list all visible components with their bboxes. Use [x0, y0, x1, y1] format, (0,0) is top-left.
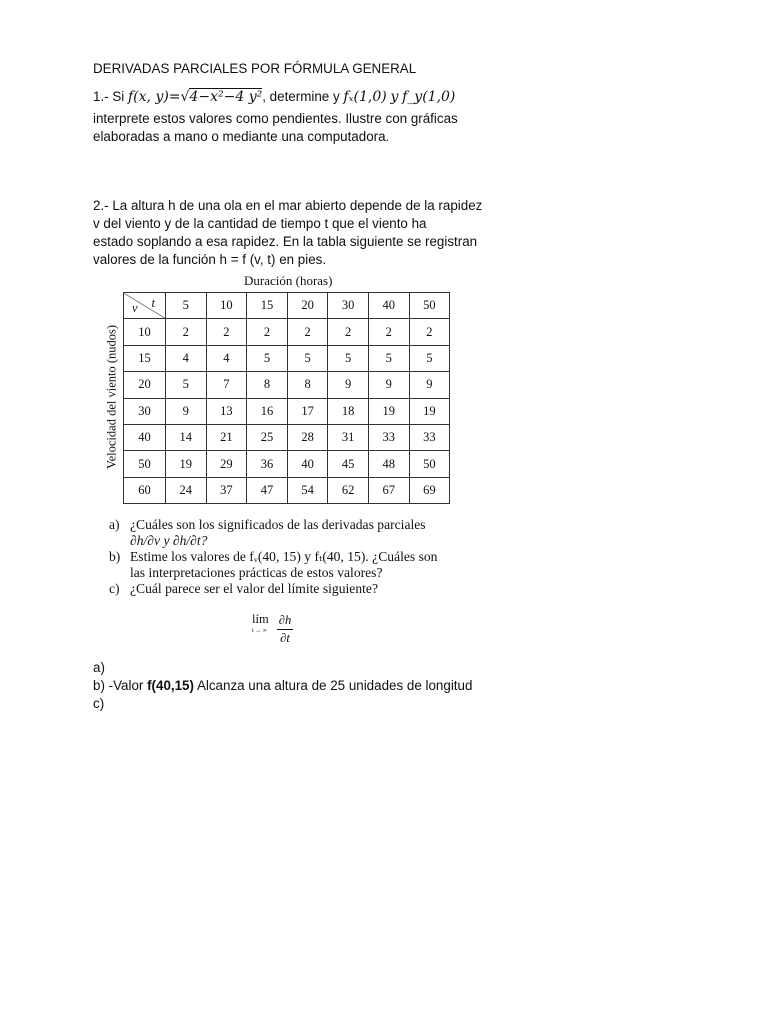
fraction-bar — [277, 629, 293, 630]
table-cell: 16 — [247, 398, 288, 424]
table-row — [124, 372, 450, 398]
table-cell: 29 — [206, 451, 247, 477]
table-cell: 5 — [166, 372, 207, 398]
table-cell: 62 — [328, 477, 369, 503]
question-b-line-2 — [109, 565, 383, 581]
table-cell: 5 — [368, 345, 409, 371]
table-cell: 54 — [287, 477, 328, 503]
figure-title: Duración (horas) — [244, 273, 333, 288]
sqrt-symbol: √ — [180, 89, 190, 105]
row-header: 10 — [124, 319, 166, 345]
partial-fraction — [277, 613, 293, 646]
table-cell: 9 — [328, 372, 369, 398]
row-header: 30 — [124, 398, 166, 424]
question-b-line-1 — [109, 549, 437, 565]
table-cell: 9 — [368, 372, 409, 398]
table-cell: 5 — [247, 345, 288, 371]
question-b-text-2: las interpretaciones prácticas de estos valores? — [130, 565, 383, 580]
column-header: 20 — [287, 293, 328, 319]
table-cell: 50 — [409, 451, 450, 477]
problem-2-line-2: v del viento y de la cantidad de tiempo t que el viento ha — [93, 216, 427, 231]
column-header: 5 — [166, 293, 207, 319]
question-c-tag: c) — [109, 581, 120, 596]
limit-expression — [252, 612, 269, 634]
table-cell: 2 — [328, 319, 369, 345]
function-definition: f(x, y)= — [128, 89, 181, 105]
table-cell: 45 — [328, 451, 369, 477]
conjunction-y: y — [390, 89, 399, 105]
question-b-text: Estime los valores de fᵥ(40, 15) y fₜ(40, 15). ¿Cuáles son — [130, 549, 438, 564]
table-row — [124, 345, 450, 371]
table-cell: 36 — [247, 451, 288, 477]
row-header: 20 — [124, 372, 166, 398]
question-c-text: ¿Cuál parece ser el valor del límite siguiente? — [130, 581, 378, 596]
table-cell: 8 — [287, 372, 328, 398]
question-a-text: ¿Cuáles son los significados de las derivadas parciales — [130, 517, 426, 532]
table-row — [124, 319, 450, 345]
question-a-line-2 — [109, 533, 207, 549]
table-row — [124, 477, 450, 503]
column-header: 15 — [247, 293, 288, 319]
table-cell: 9 — [409, 372, 450, 398]
answer-b-prefix: b) -Valor — [93, 678, 148, 693]
table-cell: 19 — [368, 398, 409, 424]
problem-2-line-1: 2.- La altura h de una ola en el mar abierto depende de la rapidez — [93, 198, 483, 213]
row-header: 50 — [124, 451, 166, 477]
table-cell: 48 — [368, 451, 409, 477]
corner-v-label: v — [132, 301, 138, 316]
question-a-line-1 — [109, 517, 426, 533]
answer-a: a) — [93, 660, 105, 675]
question-a-tag: a) — [109, 517, 120, 532]
problem-1-line-2: interprete estos valores como pendientes. Ilustre con gráficas — [93, 111, 458, 126]
table-cell: 24 — [166, 477, 207, 503]
row-header: 60 — [124, 477, 166, 503]
answer-b-rest: Alcanza una altura de 25 unidades de longitud — [193, 678, 473, 693]
table-cell: 8 — [247, 372, 288, 398]
table-header-row — [124, 293, 450, 319]
column-header: 10 — [206, 293, 247, 319]
limit-subscript: t → ∞ — [252, 628, 267, 634]
table-cell: 5 — [287, 345, 328, 371]
table-cell: 14 — [166, 424, 207, 450]
table-cell: 33 — [368, 424, 409, 450]
partial-fx: fₓ(1,0) — [343, 89, 387, 105]
partial-fy: f_y(1,0) — [402, 89, 456, 105]
table-cell: 19 — [409, 398, 450, 424]
limit-word: lím — [252, 612, 269, 626]
problem-1-line-1 — [93, 88, 455, 106]
fraction-numerator: ∂h — [278, 613, 292, 627]
table-cell: 4 — [166, 345, 207, 371]
column-header: 40 — [368, 293, 409, 319]
table-cell: 25 — [247, 424, 288, 450]
y-axis-label-box — [103, 292, 121, 502]
answer-c: c) — [93, 696, 105, 711]
radicand: 4−x²−4 y² — [189, 89, 263, 105]
table-cell: 5 — [409, 345, 450, 371]
answer-b — [93, 677, 472, 695]
column-header: 30 — [328, 293, 369, 319]
fraction-denominator: ∂t — [280, 631, 290, 645]
question-c-line-1 — [109, 581, 378, 597]
question-a-derivatives: ∂h/∂v y ∂h/∂t? — [130, 533, 208, 548]
table-cell: 67 — [368, 477, 409, 503]
table-cell: 28 — [287, 424, 328, 450]
y-axis-label: Velocidad del viento (nudos) — [104, 324, 119, 470]
row-header: 40 — [124, 424, 166, 450]
table-cell: 18 — [328, 398, 369, 424]
table-cell: 21 — [206, 424, 247, 450]
table-cell: 2 — [368, 319, 409, 345]
corner-t-label: t — [151, 296, 155, 310]
problem-1-mid: , determine y — [262, 89, 340, 104]
table-row — [124, 424, 450, 450]
table-cell: 9 — [166, 398, 207, 424]
table-cell: 19 — [166, 451, 207, 477]
table-cell: 47 — [247, 477, 288, 503]
table-cell: 2 — [206, 319, 247, 345]
table-corner-cell — [124, 293, 166, 319]
problem-1-prefix: 1.- Si — [93, 89, 125, 104]
table-cell: 2 — [166, 319, 207, 345]
column-header: 50 — [409, 293, 450, 319]
table-cell: 5 — [328, 345, 369, 371]
table-cell: 31 — [328, 424, 369, 450]
table-row — [124, 398, 450, 424]
problem-1-line-3: elaboradas a mano o mediante una computadora. — [93, 129, 390, 144]
table-cell: 7 — [206, 372, 247, 398]
table-cell: 4 — [206, 345, 247, 371]
wave-height-table — [123, 292, 450, 504]
problem-2-line-4: valores de la función h = f (v, t) en pies. — [93, 252, 327, 267]
table-cell: 17 — [287, 398, 328, 424]
table-row — [124, 451, 450, 477]
table-cell: 40 — [287, 451, 328, 477]
page-title: DERIVADAS PARCIALES POR FÓRMULA GENERAL — [93, 61, 417, 76]
table-cell: 69 — [409, 477, 450, 503]
answer-b-bold: f(40,15) — [147, 678, 194, 693]
table-cell: 2 — [247, 319, 288, 345]
table-cell: 33 — [409, 424, 450, 450]
table-cell: 37 — [206, 477, 247, 503]
row-header: 15 — [124, 345, 166, 371]
question-b-tag: b) — [109, 549, 121, 564]
table-cell: 13 — [206, 398, 247, 424]
problem-2-line-3: estado soplando a esa rapidez. En la tabla siguiente se registran — [93, 234, 478, 249]
table-cell: 2 — [409, 319, 450, 345]
table-cell: 2 — [287, 319, 328, 345]
